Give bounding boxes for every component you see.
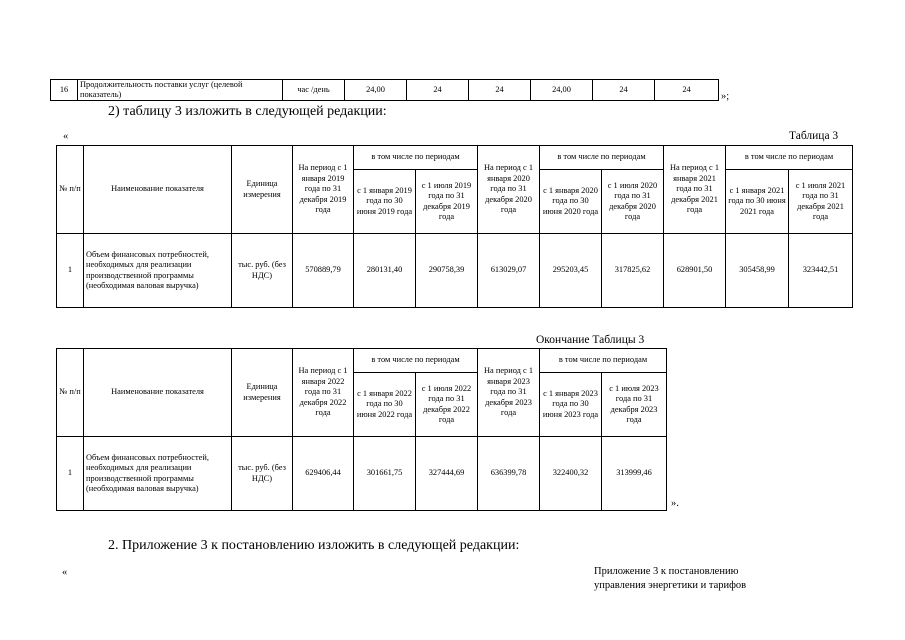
row-number: 1 xyxy=(57,234,84,308)
value-cell: 24,00 xyxy=(345,80,407,101)
value-cell: 636399,78 xyxy=(478,437,540,511)
row-number: 1 xyxy=(57,437,84,511)
header-period-total: На период с 1 января 2022 года по 31 декабря 2022 года xyxy=(293,349,354,437)
header-by-period: в том числе по периодам xyxy=(540,349,667,373)
row-number: 16 xyxy=(51,80,78,101)
value-cell: 317825,62 xyxy=(602,234,664,308)
unit-cell: тыс. руб. (без НДС) xyxy=(232,234,293,308)
header-half-2: с 1 июля 2021 года по 31 декабря 2021 года xyxy=(789,170,853,234)
open-quote: « xyxy=(63,131,69,142)
value-cell: 628901,50 xyxy=(664,234,726,308)
header-num: № п/п xyxy=(57,146,84,234)
value-cell: 301661,75 xyxy=(354,437,416,511)
value-cell: 327444,69 xyxy=(416,437,478,511)
header-half-1: с 1 января 2021 года по 30 июня 2021 года xyxy=(726,170,789,234)
table-3-end xyxy=(56,348,667,511)
header-half-2: с 1 июля 2022 года по 31 декабря 2022 года xyxy=(416,373,478,437)
open-quote: « xyxy=(62,567,68,578)
table-row xyxy=(57,437,667,511)
value-cell: 305458,99 xyxy=(726,234,789,308)
table-row xyxy=(57,234,853,308)
unit-cell: час /день xyxy=(283,80,345,101)
header-unit: Единица измерения xyxy=(232,146,293,234)
header-half-1: с 1 января 2019 года по 30 июня 2019 года xyxy=(354,170,416,234)
header-period-total: На период с 1 января 2020 года по 31 декабря 2020 года xyxy=(478,146,540,234)
table-row xyxy=(51,80,719,101)
value-cell: 629406,44 xyxy=(293,437,354,511)
header-num: № п/п xyxy=(57,349,84,437)
header-by-period: в том числе по периодам xyxy=(354,349,478,373)
header-row xyxy=(57,146,853,170)
section-heading: 2. Приложение 3 к постановлению изложить в следующей редакции: xyxy=(108,538,520,553)
value-cell: 322400,32 xyxy=(540,437,602,511)
appendix-title-line1: Приложение 3 к постановлению xyxy=(594,566,739,577)
indicator-name: Объем финансовых потребностей, необходимых для реализации производственной программы (необходимая валовая выручка) xyxy=(84,437,232,511)
header-half-1: с 1 января 2022 года по 30 июня 2022 года xyxy=(354,373,416,437)
header-period-total: На период с 1 января 2021 года по 31 декабря 2021 года xyxy=(664,146,726,234)
table-end-caption: Окончание Таблицы 3 xyxy=(536,334,645,346)
value-cell: 24,00 xyxy=(531,80,593,101)
header-half-2: с 1 июля 2020 года по 31 декабря 2020 года xyxy=(602,170,664,234)
table-caption: Таблица 3 xyxy=(789,130,839,142)
value-cell: 280131,40 xyxy=(354,234,416,308)
value-cell: 24 xyxy=(593,80,655,101)
header-name: Наименование показателя xyxy=(84,349,232,437)
header-by-period: в том числе по периодам xyxy=(540,146,664,170)
header-by-period: в том числе по периодам xyxy=(354,146,478,170)
row16-table xyxy=(50,79,719,101)
header-period-total: На период с 1 января 2019 года по 31 декабря 2019 года xyxy=(293,146,354,234)
header-by-period: в том числе по периодам xyxy=(726,146,853,170)
indicator-name: Объем финансовых потребностей, необходимых для реализации производственной программы (необходимая валовая выручка) xyxy=(84,234,232,308)
value-cell: 24 xyxy=(655,80,719,101)
indicator-name: Продолжительность поставки услуг (целевой показатель) xyxy=(78,80,283,101)
header-unit: Единица измерения xyxy=(232,349,293,437)
header-name: Наименование показателя xyxy=(84,146,232,234)
closing-quote: »; xyxy=(721,91,730,102)
value-cell: 290758,39 xyxy=(416,234,478,308)
value-cell: 313999,46 xyxy=(602,437,667,511)
header-row xyxy=(57,349,667,373)
closing-quote: ». xyxy=(671,498,679,509)
value-cell: 24 xyxy=(407,80,469,101)
value-cell: 613029,07 xyxy=(478,234,540,308)
table-3 xyxy=(56,145,853,308)
value-cell: 24 xyxy=(469,80,531,101)
header-half-1: с 1 января 2020 года по 30 июня 2020 года xyxy=(540,170,602,234)
header-period-total: На период с 1 января 2023 года по 31 декабря 2023 года xyxy=(478,349,540,437)
value-cell: 570889,79 xyxy=(293,234,354,308)
value-cell: 295203,45 xyxy=(540,234,602,308)
unit-cell: тыс. руб. (без НДС) xyxy=(232,437,293,511)
header-half-2: с 1 июля 2019 года по 31 декабря 2019 года xyxy=(416,170,478,234)
appendix-title-line2: управления энергетики и тарифов xyxy=(594,580,747,591)
instruction-line: 2) таблицу 3 изложить в следующей редакции: xyxy=(108,104,387,119)
header-half-1: с 1 января 2023 года по 30 июня 2023 года xyxy=(540,373,602,437)
value-cell: 323442,51 xyxy=(789,234,853,308)
header-half-2: с 1 июля 2023 года по 31 декабря 2023 года xyxy=(602,373,667,437)
